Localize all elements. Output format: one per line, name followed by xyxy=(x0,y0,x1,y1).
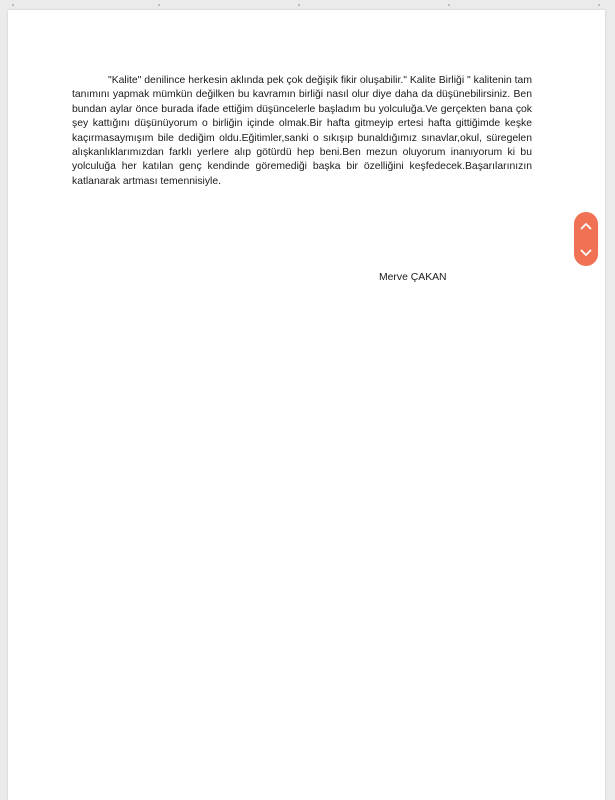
body-paragraph: "Kalite" denilince herkesin aklında pek çok değişik fikir oluşabilir." Kalite Birliği " kalitenin tam tanımını yapmak mümkün değilken bu kavramın birliği nasıl olur diye daha da düşünebilirsiniz. Ben bundan aylar önce burada ifade ettiğim düşüncelerle başladım bu yolculuğa.Ve gerçekten bana çok şey kattığını düşünüyorum o birliğin içinde olmak.Bir hafta gitmeyip ertesi hafta gittiğimde keşke kaçırmasaymışım bile dediğim oldu.Eğitimler,sanki o sıkışıp bunaldığımız sınavlar,okul, süregelen alışkanlıklarımızdan farklı yerlere alıp götürdü hep beni.Ben mezun oluyorum inanıyorum ki bu yolculuğa her katılan genç kendinde göremediği başka bir özelliğini keşfedecek.Başarılarınızın katlanarak artması temennisiyle. xyxy=(72,75,532,187)
chevron-up-icon xyxy=(580,222,592,230)
scroll-down-button[interactable] xyxy=(574,241,598,265)
scroll-up-button[interactable] xyxy=(574,214,598,238)
signature: Merve ÇAKAN xyxy=(379,272,447,283)
chevron-down-icon xyxy=(580,249,592,257)
page-top-edge xyxy=(8,0,605,10)
page-navigation xyxy=(574,212,598,266)
